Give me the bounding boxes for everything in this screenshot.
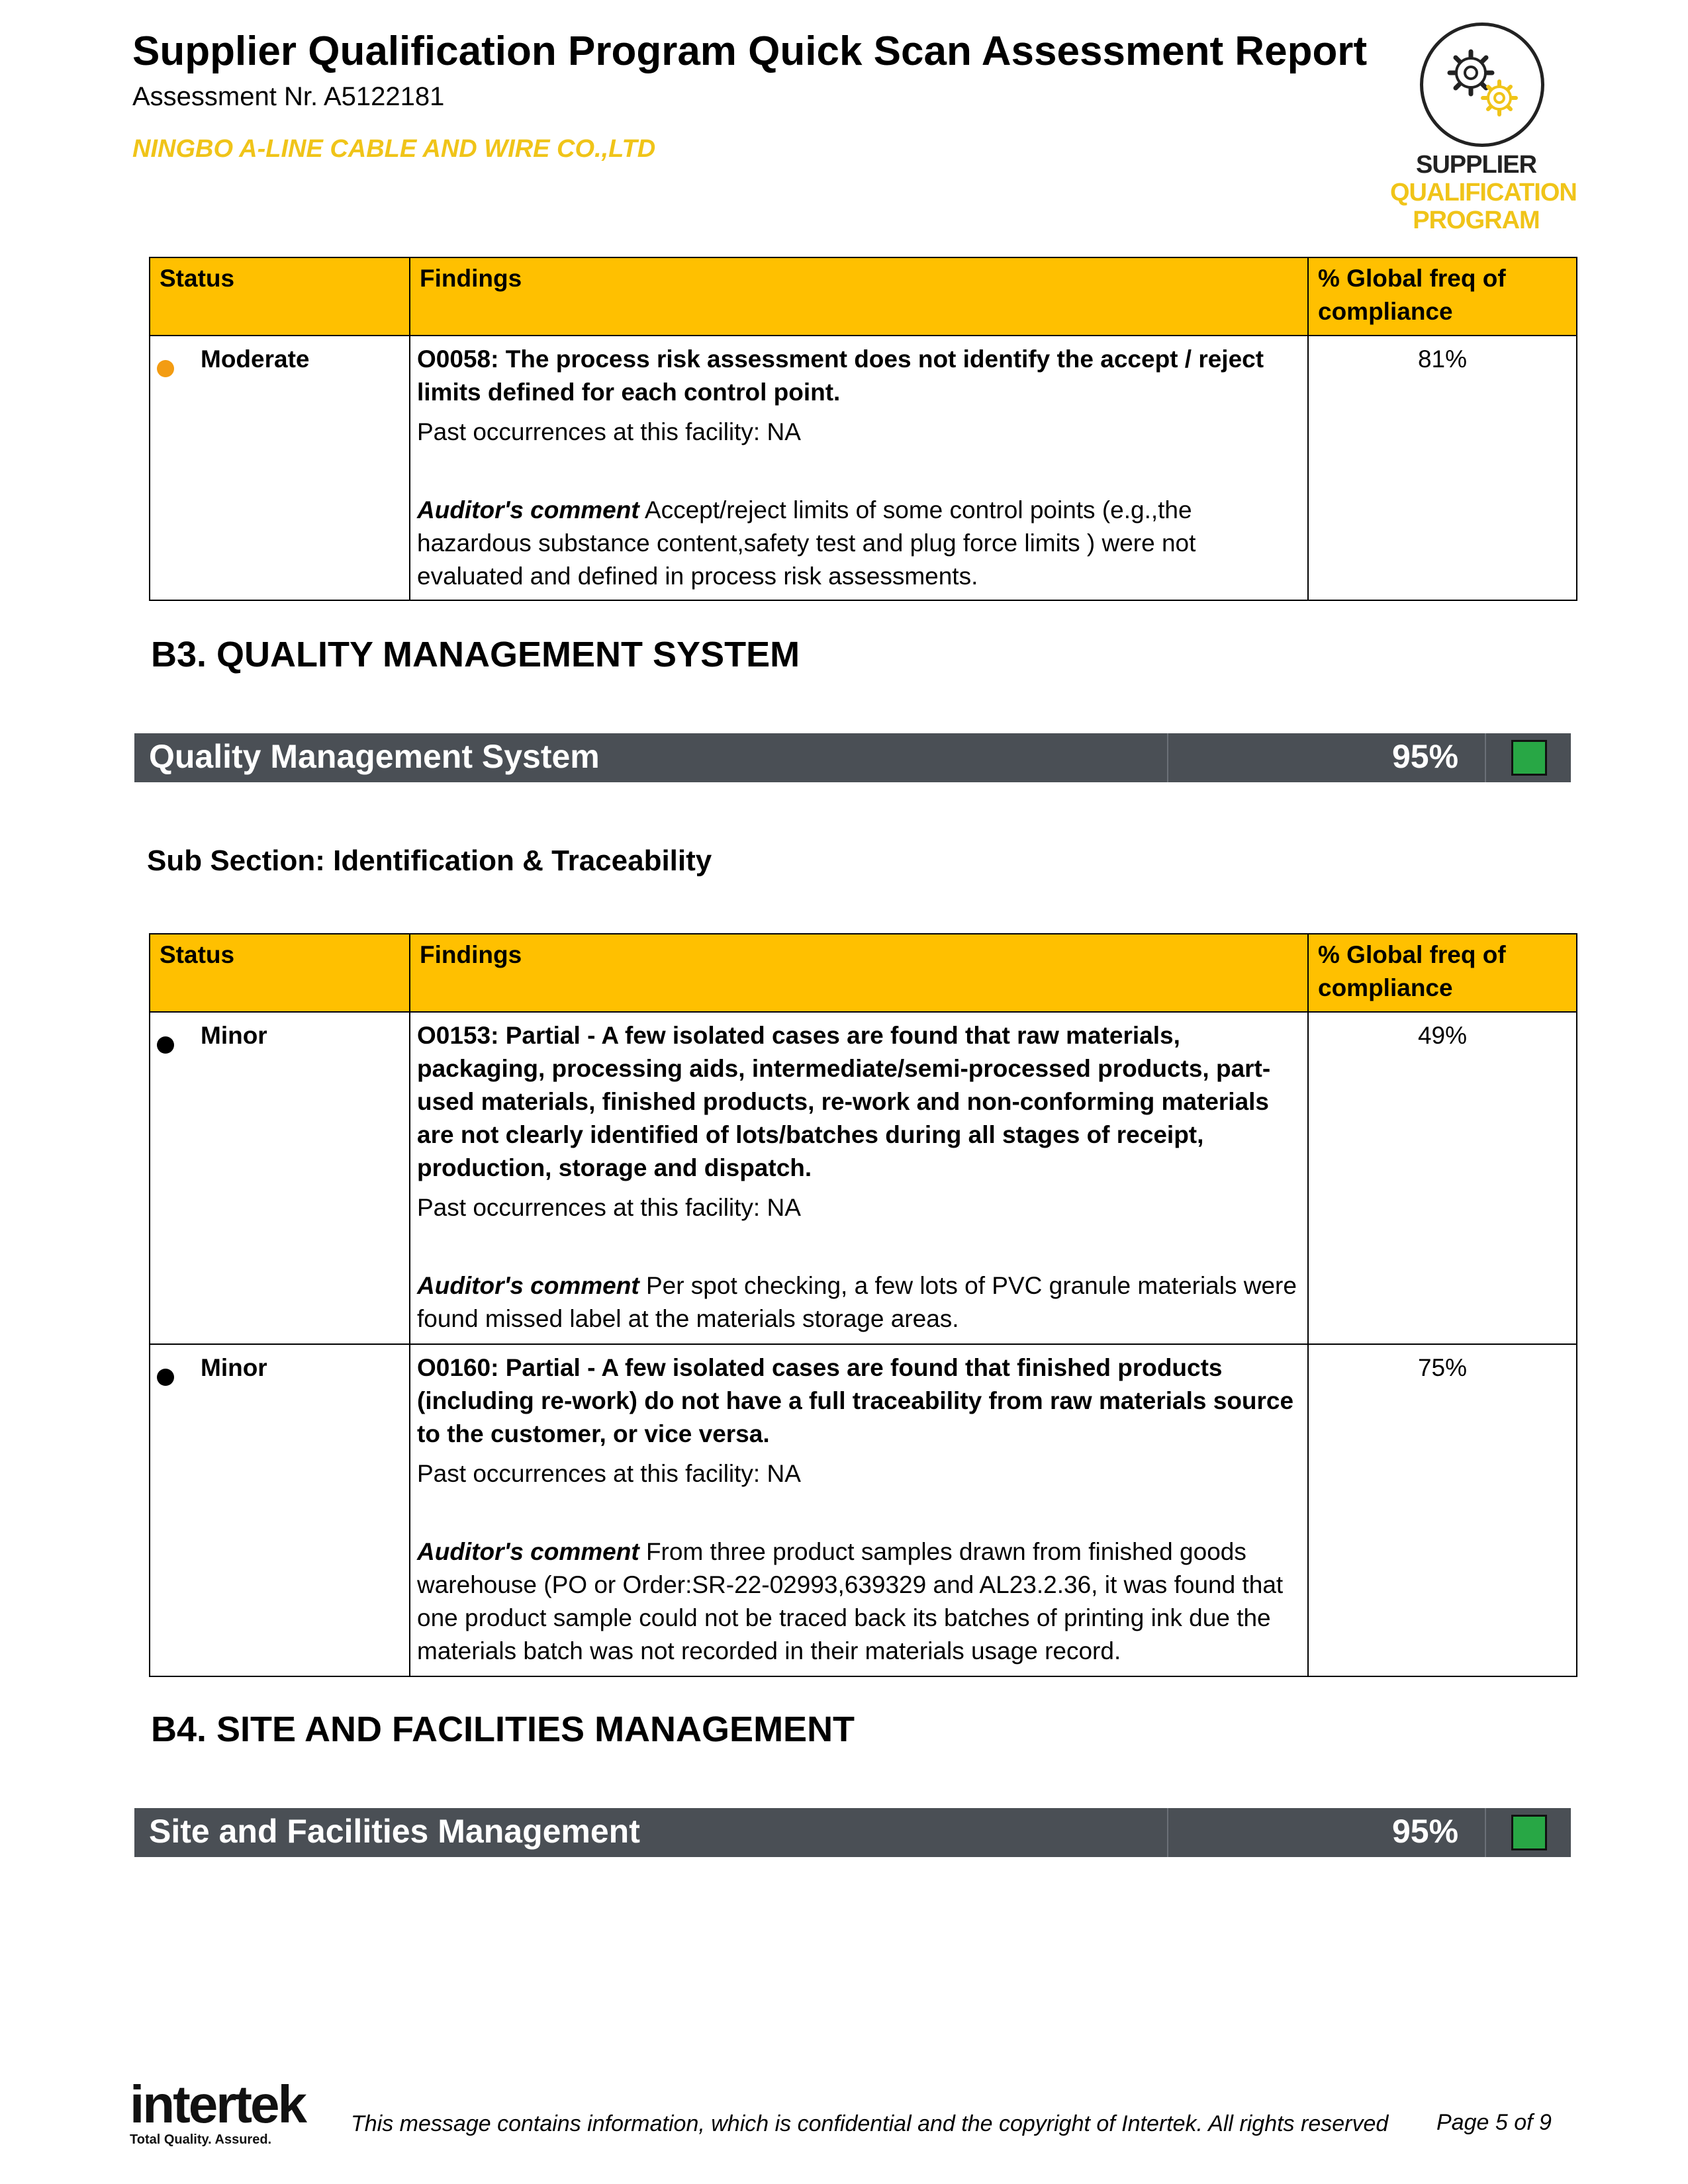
status-header: Status (150, 934, 410, 1012)
past-occurrences: Past occurrences at this facility: NA (417, 1460, 801, 1487)
score-bar-site-facilities (134, 1808, 1571, 1857)
finding-cell (410, 1012, 1308, 1344)
status-cell (150, 1012, 410, 1344)
bar-divider (1485, 1808, 1486, 1857)
status-label: Minor (201, 1022, 267, 1049)
minor-status-dot-icon (157, 1369, 174, 1386)
green-status-square-icon (1511, 1815, 1547, 1850)
logo-text-supplier: SUPPLIER (1415, 151, 1537, 179)
intertek-logo (130, 2075, 328, 2158)
auditor-comment (417, 1269, 1301, 1336)
score-bar-quality-management (134, 733, 1571, 782)
auditor-comment-text: Per spot checking, a few lots of PVC granule materials were found missed label at the materials storage areas. (417, 1272, 1297, 1332)
table-header-row (150, 257, 1577, 336)
finding-title: O0160: Partial - A few isolated cases are found that finished products (including re-work) do not have a full traceability from raw materials source to the customer, or vice versa. (417, 1354, 1294, 1447)
past-occurrences: Past occurrences at this facility: NA (417, 1194, 801, 1221)
status-label: Minor (201, 1354, 267, 1381)
finding-cell (410, 1344, 1308, 1676)
table-header-row (150, 934, 1577, 1012)
table-row (150, 1012, 1577, 1344)
auditor-comment-label: Auditor's comment (417, 1538, 639, 1565)
freq-cell: 75% (1308, 1344, 1577, 1676)
assessment-number: Assessment Nr. A5122181 (132, 82, 445, 111)
freq-cell: 49% (1308, 1012, 1577, 1344)
footer-confidentiality-message: This message contains information, which is confidential and the copyright of Intertek. All rights reserved (351, 2111, 1389, 2136)
auditor-comment-text: Accept/reject limits of some control points (e.g.,the hazardous substance content,safety test and plug force limits ) were not evaluated and defined in process risk assessments. (417, 496, 1196, 590)
finding-title: O0058: The process risk assessment does not identify the accept / reject limits defined for each control point. (417, 345, 1264, 406)
bar-divider (1167, 1808, 1168, 1857)
auditor-comment-label: Auditor's comment (417, 1272, 639, 1299)
findings-table-process-risk (149, 257, 1577, 601)
intertek-tagline: Total Quality. Assured. (130, 2132, 272, 2147)
score-bar-percent: 95% (1392, 738, 1459, 775)
freq-header: % Global freq of compliance (1308, 257, 1577, 336)
logo-text-qualification: QUALIFICATION (1390, 179, 1577, 206)
finding-title: O0153: Partial - A few isolated cases are found that raw materials, packaging, processing aids, intermediate/semi-processed products, part-used materials, finished products, re-work and non-conforming materials are not clearly identified of lots/batches during all stages of receipt, production, storage and dispatch. (417, 1022, 1271, 1181)
auditor-comment (417, 1535, 1301, 1668)
page-number: Page 5 of 9 (1436, 2110, 1552, 2135)
section-heading-b4: B4. SITE AND FACILITIES MANAGEMENT (151, 1709, 855, 1749)
status-header: Status (150, 257, 410, 336)
intertek-wordmark: intertek (130, 2075, 305, 2134)
logo-text-program: PROGRAM (1413, 206, 1540, 234)
supplier-qualification-program-logo (1390, 20, 1577, 238)
past-occurrences: Past occurrences at this facility: NA (417, 418, 801, 445)
table-row (150, 336, 1577, 600)
auditor-comment-label: Auditor's comment (417, 496, 639, 523)
status-cell (150, 336, 410, 600)
bar-divider (1167, 733, 1168, 782)
minor-status-dot-icon (157, 1036, 174, 1054)
freq-header: % Global freq of compliance (1308, 934, 1577, 1012)
findings-header: Findings (410, 257, 1308, 336)
auditor-comment-text: From three product samples drawn from finished goods warehouse (PO or Order:SR-22-02993,639329 and AL23.2.36, it was found that one product sample could not be traced back its batches of printing ink due the materials batch was not recorded in their materials usage record. (417, 1538, 1284, 1664)
status-label: Moderate (201, 345, 310, 373)
score-bar-name: Quality Management System (149, 738, 600, 775)
findings-header: Findings (410, 934, 1308, 1012)
findings-table-identification-traceability (149, 933, 1577, 1677)
auditor-comment (417, 494, 1301, 593)
green-status-square-icon (1511, 740, 1547, 776)
report-title: Supplier Qualification Program Quick Scan Assessment Report (132, 28, 1368, 74)
finding-cell (410, 336, 1308, 600)
moderate-status-dot-icon (157, 360, 174, 377)
company-name: NINGBO A-LINE CABLE AND WIRE CO.,LTD (132, 135, 656, 163)
table-row (150, 1344, 1577, 1676)
status-cell (150, 1344, 410, 1676)
sub-section-heading: Sub Section: Identification & Traceability (147, 844, 712, 877)
freq-cell: 81% (1308, 336, 1577, 600)
gears-icon (1430, 32, 1536, 138)
section-heading-b3: B3. QUALITY MANAGEMENT SYSTEM (151, 635, 800, 674)
score-bar-percent: 95% (1392, 1813, 1459, 1850)
bar-divider (1485, 733, 1486, 782)
score-bar-name: Site and Facilities Management (149, 1813, 640, 1850)
